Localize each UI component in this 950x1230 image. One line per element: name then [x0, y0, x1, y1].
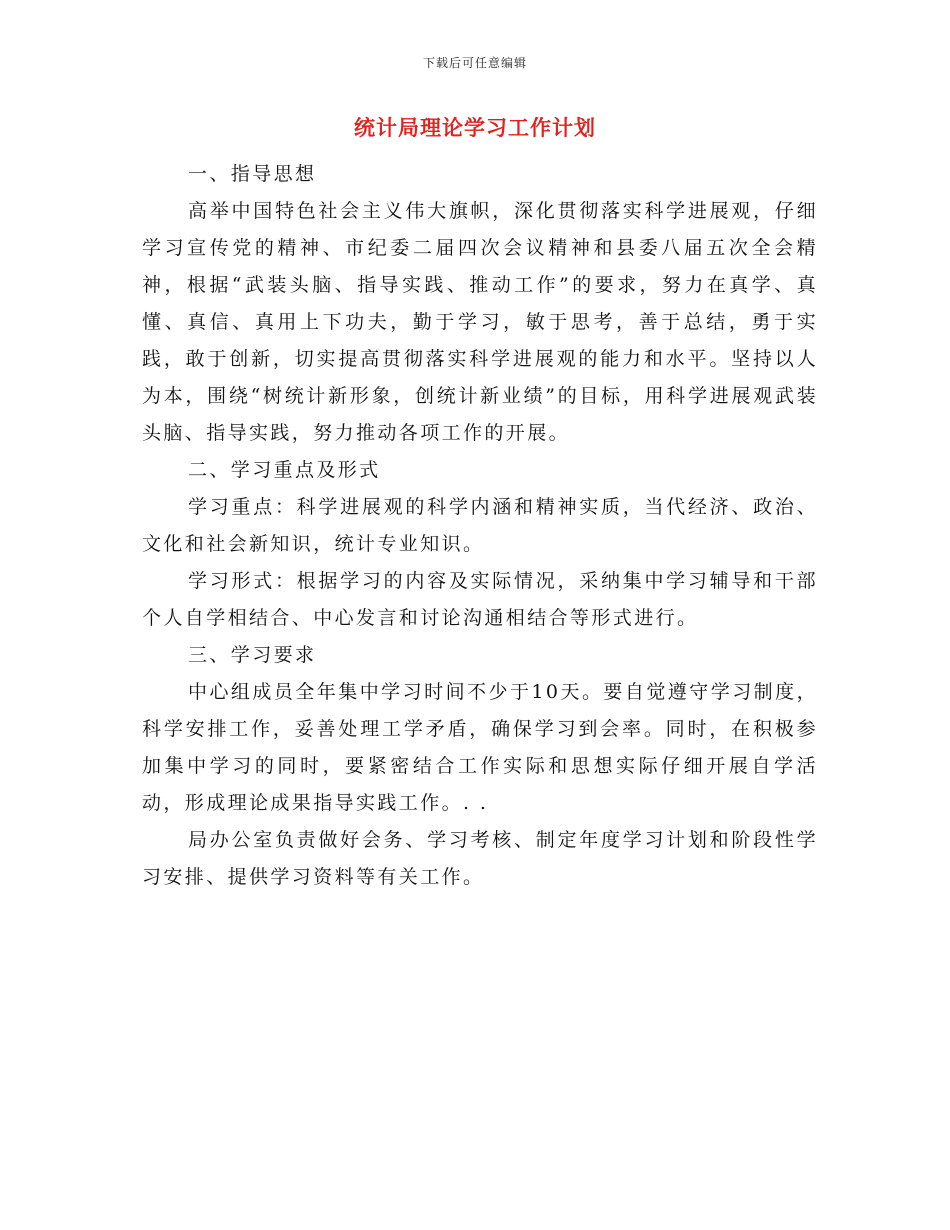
section-1-heading: 一、指导思想 — [188, 163, 317, 185]
section-3-requirements-paragraph: 中心组成员全年集中学习时间不少于10天。要自觉遵守学习制度，科学安排工作，妥善处理工学矛盾，确保学习到会率。同时，在积极参加集中学习的同时，要紧密结合工作实际和思想实际仔细开展自学活动，形成理论成果指导实践工作。. . — [142, 681, 818, 814]
section-3-office-paragraph: 局办公室负责做好会务、学习考核、制定年度学习计划和阶段性学习安排、提供学习资料等有关工作。 — [142, 829, 818, 888]
section-2-focus-paragraph: 学习重点：科学进展观的科学内涵和精神实质，当代经济、政治、文化和社会新知识，统计专业知识。 — [142, 496, 818, 555]
section-1-paragraph: 高举中国特色社会主义伟大旗帜，深化贯彻落实科学进展观，仔细学习宣传党的精神、市纪委二届四次会议精神和县委八届五次全会精神，根据“武装头脑、指导实践、推动工作”的要求，努力在真学、真懂、真信、真用上下功夫，勤于学习，敏于思考，善于总结，勇于实践，敢于创新，切实提高贯彻落实科学进展观的能力和水平。坚持以人为本，围绕“树统计新形象，创统计新业绩”的目标，用科学进展观武装头脑、指导实践，努力推动各项工作的开展。 — [142, 200, 818, 444]
section-2-form-paragraph: 学习形式：根据学习的内容及实际情况，采纳集中学习辅导和干部个人自学相结合、中心发言和讨论沟通相结合等形式进行。 — [142, 570, 818, 629]
document-body — [142, 156, 818, 896]
document-title: 统计局理论学习工作计划 — [354, 115, 596, 140]
section-2-heading: 二、学习重点及形式 — [188, 459, 381, 481]
section-3-heading: 三、学习要求 — [188, 644, 317, 666]
header-note: 下载后可任意编辑 — [422, 56, 527, 70]
